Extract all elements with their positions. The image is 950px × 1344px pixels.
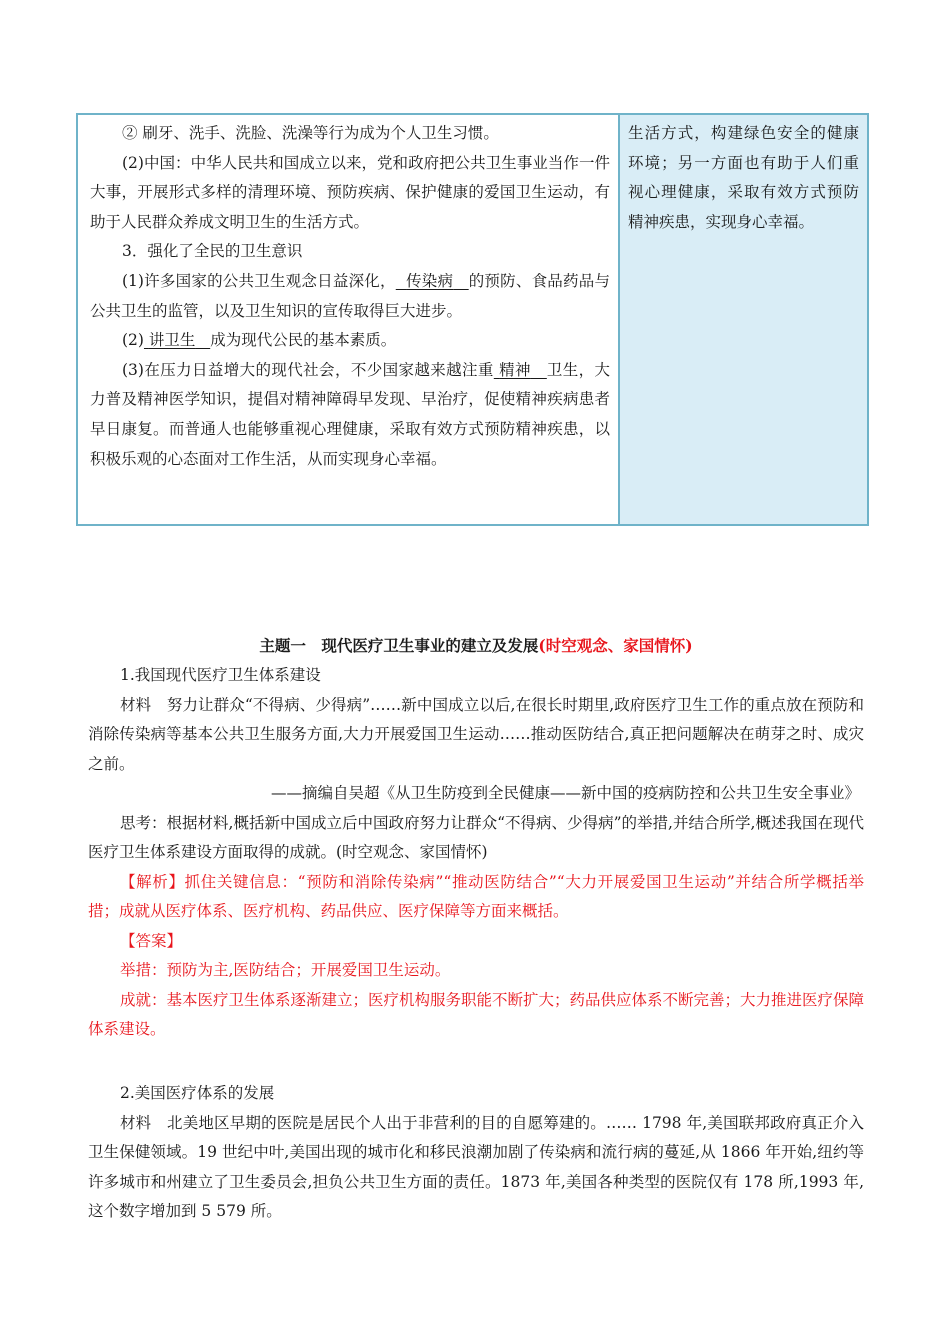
table-paragraph-item1 [90, 267, 610, 326]
item3-text-after: 卫生，大力普及精神医学知识，提倡对精神障碍早发现、早治疗，促使精神疾病患者早日康复。而普通人也能够重视心理健康，采取有效方式预防精神疾患，以积极乐观的心态面对工作生活，从而实现身心幸福。 [90, 360, 610, 468]
item1-fill-blank [396, 272, 469, 290]
section1-analysis: 【解析】抓住关键信息：“预防和消除传染病”“推动医防结合”“大力开展爱国卫生运动”并结合所学概括举措；成就从医疗体系、医疗机构、药品供应、医疗保障等方面来概括。 [88, 872, 864, 920]
item3-text-before: (3)在压力日益增大的现代社会，不少国家越来越注重 [122, 360, 494, 379]
topic-one-section [88, 632, 864, 1045]
item1-text-after: 的预防、食品药品与公共卫生的监管，以及卫生知识的宣传取得巨大进步。 [90, 271, 610, 320]
summary-table [76, 113, 869, 526]
section1-question: 思考：根据材料,概括新中国成立后中国政府努力让群众“不得病、少得病”的举措,并结合所学,概述我国在现代医疗卫生体系建设方面取得的成就。(时空观念、家国情怀) [88, 813, 864, 861]
topic-title-tag: (时空观念、家国情怀) [538, 636, 693, 655]
table-paragraph-hygiene-habits: ② 刷牙、洗手、洗脸、洗澡等行为成为个人卫生习惯。 [122, 124, 499, 142]
table-paragraph-awareness-heading: 3．强化了全民的卫生意识 [122, 242, 303, 261]
section2-material: 材料 北美地区早期的医院是居民个人出于非营利的目的自愿筹建的。…… 1798 年,美国联邦政府真正介入卫生保健领域。19 世纪中叶,美国出现的城市化和移民浪潮加剧了传染病和流行病的蔓延,从 1866 年开始,纽约等许多城市和州建立了卫生委员会,担负公共卫生方面的责任。1873 年,美国各种类型的医院仅有 178 所,1993 年,这个数字增加到 5 579 所。 [88, 1113, 864, 1220]
item2-text-after: 成为现代公民的基本素质。 [210, 331, 397, 350]
item2-blank-answer: 讲卫生 [148, 331, 196, 350]
section2 [88, 1079, 864, 1227]
table-right-text: 生活方式，构建绿色安全的健康环境；另一方面也有助于人们重视心理健康，采取有效方式预防精神疾患，实现身心幸福。 [628, 124, 859, 231]
section1-answer-label: 【答案】 [120, 931, 183, 950]
item2-fill-blank [144, 331, 210, 349]
item3-blank-answer: 精神 [499, 360, 531, 379]
topic-title-text: 主题一 现代医疗卫生事业的建立及发展 [259, 636, 539, 655]
section1-source: ——摘编自吴超《从卫生防疫到全民健康——新中国的疫病防控和公共卫生安全事业》 [270, 784, 860, 802]
table-paragraph-item3 [90, 356, 610, 474]
topic-title [88, 632, 864, 660]
item1-blank-answer: 传染病 [406, 271, 454, 290]
section1-heading: 1.我国现代医疗卫生体系建设 [120, 666, 321, 684]
table-paragraph-china: (2)中国：中华人民共和国成立以来，党和政府把公共卫生事业当作一件大事，开展形式多样的清理环境、预防疾病、保护健康的爱国卫生运动，有助于人民群众养成文明卫生的生活方式。 [90, 153, 610, 231]
section2-heading: 2.美国医疗体系的发展 [120, 1084, 275, 1102]
table-right-cell [619, 114, 868, 525]
item3-fill-blank [494, 361, 547, 379]
table-left-cell [77, 114, 619, 525]
section1-answer-achievements: 成就：基本医疗卫生体系逐渐建立；医疗机构服务职能不断扩大；药品供应体系不断完善；大力推进医疗保障体系建设。 [88, 990, 865, 1038]
item2-text-before: (2) [122, 331, 144, 350]
item1-text-before: (1)许多国家的公共卫生观念日益深化， [122, 271, 396, 290]
section1-answer-measures: 举措：预防为主,医防结合；开展爱国卫生运动。 [120, 961, 451, 979]
section1-material: 材料 努力让群众“不得病、少得病”……新中国成立以后,在很长时期里,政府医疗卫生工作的重点放在预防和消除传染病等基本公共卫生服务方面,大力开展爱国卫生运动……推动医防结合,真正把问题解决在萌芽之时、成灾之前。 [88, 695, 864, 773]
table-paragraph-item2 [90, 326, 610, 356]
